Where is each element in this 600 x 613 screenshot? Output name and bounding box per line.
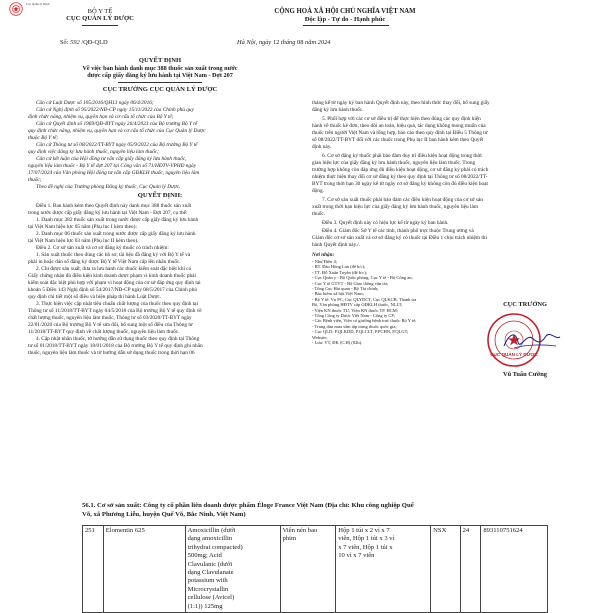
cell-standard: NSX xyxy=(431,526,460,613)
basis-line: Căn cứ Nghị định số 95/2022/NĐ-CP ngày 15/11/2022 của Chính phủ quy xyxy=(36,107,194,113)
recipient-item: Bộ, Văn phòng HĐTV cấp GĐKLH thuốc, NLLT; xyxy=(312,302,403,308)
ministry-name: BỘ Y TẾ xyxy=(87,8,113,15)
article-line: định này. xyxy=(312,144,332,150)
recipients-heading: Nơi nhận: xyxy=(312,252,335,258)
basis-line: định chức năng, nhiệm vụ, quyền hạn và cơ cấu tổ chức của Bộ Y tế; xyxy=(28,114,174,120)
article-line: tại Việt Nam hiệu lực 05 năm (Phụ lục I kèm theo); xyxy=(28,224,137,230)
article-line: quy định chi tiết một số điều và biện pháp thi hành Luật Dược. xyxy=(28,294,162,300)
article-line: tại Việt Nam hiệu lực 03 năm (Phụ lục II kèm theo). xyxy=(28,238,139,244)
article-line: Giám đốc cơ sở sản xuất và cơ sở đăng ký có thuốc tại Điều 1 chịu trách nhiệm thi xyxy=(312,235,487,241)
agency-name: CỤC QUẢN LÝ DƯỢC xyxy=(66,15,134,22)
article-line: thuốc, nguyên liệu làm thuốc và tờ hướng dẫn sử dụng thuốc trong thời hạn 06 xyxy=(28,350,195,356)
recipient-item: - TT. Đỗ Xuân Tuyên (để b/c); xyxy=(312,269,367,275)
article-line: gian hiệu lực của giấy đăng ký lưu hành thuốc, nguyên liệu làm thuốc. Trong xyxy=(312,160,476,166)
signature-icon xyxy=(500,328,564,354)
article-line: hành về thuốc kê đơn, theo dõi an toàn, hiệu quả, tác dụng không mong muốn của xyxy=(312,123,486,129)
article-line: xuất trong thời hạn hiệu lực của giấy đăng ký lưu hành thuốc, nguyên liệu làm xyxy=(312,204,478,210)
article-line: nhiệm thực hiện thay đổi cơ sở đăng ký theo quy định tại Thông tư số 08/2022/TT- xyxy=(312,174,488,180)
basis-line: Căn cứ Quyết định số 1969/QĐ-BYT ngày 26/4/2023 của Bộ trưởng Bộ Y tế xyxy=(36,121,198,127)
recipient-item: - Cục QLD: P.QLKDD, P.QLCLT, P.PCHN, P.QLGT; xyxy=(312,329,409,335)
title-underline xyxy=(118,82,202,83)
recipient-item: - Bảo hiểm xã hội Việt Nam; xyxy=(312,291,364,297)
recipient-item: - Như Điều 4; xyxy=(312,259,338,264)
recipient-item: - Các Bệnh viện, Viện có giường bệnh trực thuộc Bộ Y tế; xyxy=(312,318,417,324)
recipient-item: - Viện KN thuốc TƯ, Viện KN thuốc TP. HCM; xyxy=(312,307,398,313)
article-line: 1. Sản xuất thuốc theo đúng các hồ sơ, tài liệu đã đăng ký với Bộ Y tế và xyxy=(36,252,191,258)
basis-line: Căn cứ kết luận của Hội đồng tư vấn cấp giấy đăng ký lưu hành thuốc, xyxy=(36,156,187,162)
article-line: 7. Cơ sở sản xuất thuốc phải bảo đảm các điều kiện hoạt động của cơ sở sản xyxy=(322,197,483,203)
article-line: Giấy chứng nhận đủ điều kiện kinh doanh dược phạm vi kinh doanh thuốc phải xyxy=(28,273,197,279)
recipient-item: - Trung tâm mua sắm tập trung thuốc quốc gia; xyxy=(312,323,397,329)
article-line: 2. Danh mục 06 thuốc sản xuất trong nước được cấp giấy đăng ký lưu hành xyxy=(36,231,196,237)
article-line: 4. Cập nhật nhãn thuốc, tờ hướng dẫn sử dụng thuốc theo quy định tại Thông xyxy=(36,336,200,342)
article-line: Điều 3. Quyết định này có hiệu lực kể từ ngày ký ban hành. xyxy=(322,220,449,226)
recipient-item: - Bộ Y tế: Vụ PC, Cục QLYDCT, Cục QLKCB, Thanh tra xyxy=(312,296,417,302)
signer-name: Vũ Tuấn Cường xyxy=(503,371,547,378)
cell-active-ingredient: Amoxicillin (dưới dạng amoxicillin trihydrat compacted) 500mg; Acid Clavulanic (dưới dạng Clavulanate potassium with Microcrystallin cellulose (Avicel) (1:1)) 125mg xyxy=(185,526,280,613)
article-line: 11/2018/TT-BYT quy định về chất lượng thuốc, nguyên liệu làm thuốc. xyxy=(28,329,180,335)
article-line: 2. Chỉ được sản xuất, đưa ra lưu hành các thuốc kiểm soát đặc biệt khi có xyxy=(36,266,192,272)
article-line: Điều 2. Cơ sở sản xuất và cơ sở đăng ký thuốc có trách nhiệm: xyxy=(36,245,169,251)
basis-line: quy định việc đăng ký lưu hành thuốc, nguyên liệu làm thuốc; xyxy=(28,149,159,155)
article-line: đăng ký lưu hành thuốc. xyxy=(312,107,364,113)
agency-logo-icon xyxy=(9,2,23,16)
article-line: động. xyxy=(312,188,324,194)
article-line: thuốc. xyxy=(312,211,326,217)
authority-heading: CỤC TRƯỞNG CỤC QUẢN LÝ DƯỢC xyxy=(102,86,218,93)
article-line: kiểm soát đặc biệt phù hợp với phạm vi hoạt động của cơ sở đáp ứng quy định tại xyxy=(28,280,201,286)
recipient-item: - Cục Quân y - Bộ Quốc phòng, Cục Y tế - Bộ Công an; xyxy=(312,275,413,281)
article-line: khoản 5 Điều 143 Nghị định số 54/2017/NĐ-CP ngày 08/5/2017 của Chính phủ xyxy=(28,287,198,293)
cell-product-name: Elomentin 625 xyxy=(103,526,185,613)
article-line: 3. Thực hiện việc cập nhật tiêu chuẩn chất lượng của thuốc theo quy định tại xyxy=(36,301,199,307)
basis-line: 17/07/2024 của Văn phòng Hội đồng tư vấn cấp GĐKLH thuốc, nguyên liệu làm xyxy=(28,170,200,176)
basis-line: quy định chức năng, nhiệm vụ, quyền hạn và cơ cấu tổ chức của Cục Quản lý Dược xyxy=(28,128,206,134)
article-line: Điều 1. Ban hành kèm theo Quyết định này danh mục 388 thuốc sản xuất xyxy=(36,203,192,209)
decides-heading: QUYẾT ĐỊNH: xyxy=(137,192,183,199)
basis-line: Căn cứ Thông tư số 08/2022/TT-BYT ngày 05/9/2022 của Bộ trưởng Bộ Y tế xyxy=(36,142,198,148)
facility-line-1: 56.1. Cơ sở sản xuất: Công ty cổ phần liên doanh dược phẩm Éloge France Việt Nam (Địa chỉ: Khu công nghiệp Quế xyxy=(82,502,414,509)
article-line: phải in hoặc dán số đăng ký được Bộ Y tế Việt Nam cấp lên nhãn thuốc. xyxy=(28,259,181,265)
article-line: hành Quyết định này./. xyxy=(312,242,361,248)
basis-line: thuốc; xyxy=(28,177,42,183)
article-line: 1. Danh mục 382 thuốc sản xuất trong nước được cấp giấy đăng ký lưu hành xyxy=(36,217,199,223)
article-line: BYT trong thời hạn 30 ngày kể từ ngày cơ sở đăng ký không còn đủ điều kiện hoạt xyxy=(312,181,488,187)
basis-line: nguyên liệu làm thuốc - Bộ Y tế đợt 207 tại Công văn số 71/HĐTV-VPHĐ ngày xyxy=(28,163,197,169)
recipient-item: Website; xyxy=(312,334,328,340)
national-motto: Độc lập - Tự do - Hạnh phúc xyxy=(304,16,386,23)
svg-text:CỤC QUẢN LÝ DƯỢC: CỤC QUẢN LÝ DƯỢC xyxy=(490,352,538,357)
article-line: tư số 01/2018/TT-BYT ngày 18/01/2018 của Bộ trưởng Bộ Y tế quy định ghi nhãn xyxy=(28,343,203,349)
article-line: chất lượng thuốc, nguyên liệu làm thuốc, Thông tư số 03/2020/TT-BYT ngày xyxy=(28,315,192,321)
article-line: thuốc trên người Việt Nam và tổng hợp, báo cáo theo quy định tại Điều 5 Thông tư xyxy=(312,130,488,136)
recipient-item: - Tổng Cục Hải quan - Bộ Tài chính; xyxy=(312,286,379,292)
basis-line: Căn cứ Luật Dược số 105/2016/QH13 ngày 06/4/2016; xyxy=(36,100,154,106)
basis-line: Theo đề nghị của Trưởng phòng Đăng ký thuốc, Cục Quản lý Dược. xyxy=(36,184,181,190)
cell-no: 251 xyxy=(83,526,104,613)
recipient-item: - Tổng Công ty Dược Việt Nam - Công ty CP; xyxy=(312,313,396,319)
article-line: trong nước được cấp giấy đăng ký lưu hành tại Việt Nam - Đợt 207, cụ thể: xyxy=(28,210,188,216)
signer-title: CỤC TRƯỞNG xyxy=(503,301,547,308)
republic-name: CỘNG HOÀ XÃ HỘI CHỦ NGHĨA VIỆT NAM xyxy=(274,8,416,15)
logo-caption: Cục Quản lý Dược xyxy=(26,2,51,6)
recipients-list xyxy=(312,259,482,346)
recipient-item: - Lưu: VT, ĐK (C.H) (02b). xyxy=(312,340,363,346)
cell-shelf-life: 24 xyxy=(460,526,481,613)
motto-underline xyxy=(303,25,389,26)
recipient-item: - Cục Y tế GTVT - Bộ Giao thông vận tải; xyxy=(312,280,389,286)
article-line: trường hợp không còn đáp ứng đủ điều kiện hoạt động, cơ sở đăng ký phải có trách xyxy=(312,167,489,173)
document-number: Số: 592 /QĐ-QLD xyxy=(60,39,108,46)
subject-line-2: được cấp giấy đăng ký lưu hành tại Việt Nam - Đợt 207 xyxy=(87,72,233,79)
basis-line: thuộc Bộ Y tế; xyxy=(28,135,59,141)
recipient-item: - BT. Đào Hồng Lan (để b/c); xyxy=(312,264,366,270)
article-line: 22/01/2020 của Bộ trưởng Bộ Y tế sửa đổi, bổ sung một số điều của Thông tư xyxy=(28,322,193,328)
header-underline xyxy=(82,25,118,26)
cell-registration-number: 893110751624 xyxy=(481,526,548,613)
article-line: 5. Phối hợp với các cơ sở điều trị để thực hiện theo đúng các quy định hiện xyxy=(322,116,481,122)
place-date: Hà Nội, ngày 12 tháng 08 năm 2024 xyxy=(237,39,331,46)
cell-dosage-form: Viên nén bao phim xyxy=(280,526,336,613)
subject-line-1: Về việc ban hành danh mục 388 thuốc sản xuất trong nước xyxy=(82,65,238,72)
article-line: tháng kể từ ngày ký ban hành Quyết định này, theo hình thức thay đổi, bổ sung giấy xyxy=(312,100,490,106)
cell-packaging: Hộp 1 túi x 2 vỉ x 7 viên, Hộp 1 túi x 3 vỉ x 7 viên, Hộp 1 túi x 10 vỉ x 7 viên xyxy=(336,526,431,613)
article-line: 6. Cơ sở đăng ký thuốc phải bảo đảm duy trì điều kiện hoạt động trong thời xyxy=(322,153,482,159)
decision-title: QUYẾT ĐỊNH xyxy=(138,57,182,64)
facility-line-2: Võ, xã Phương Liễu, huyện Quế Võ, Bắc Ninh, Việt Nam) xyxy=(82,511,246,518)
article-line: số 08/2022/TT-BYT đối với các thuốc trong Phụ lục II ban hành kèm theo Quyết xyxy=(312,137,484,143)
article-line: Điều 4. Giám đốc Sở Y tế các tỉnh, thành phố trực thuộc Trung ương và xyxy=(322,228,474,234)
article-line: Thông tư số 11/2018/TT-BYT ngày 04/5/2018 của Bộ trưởng Bộ Y tế quy định về xyxy=(28,308,202,314)
